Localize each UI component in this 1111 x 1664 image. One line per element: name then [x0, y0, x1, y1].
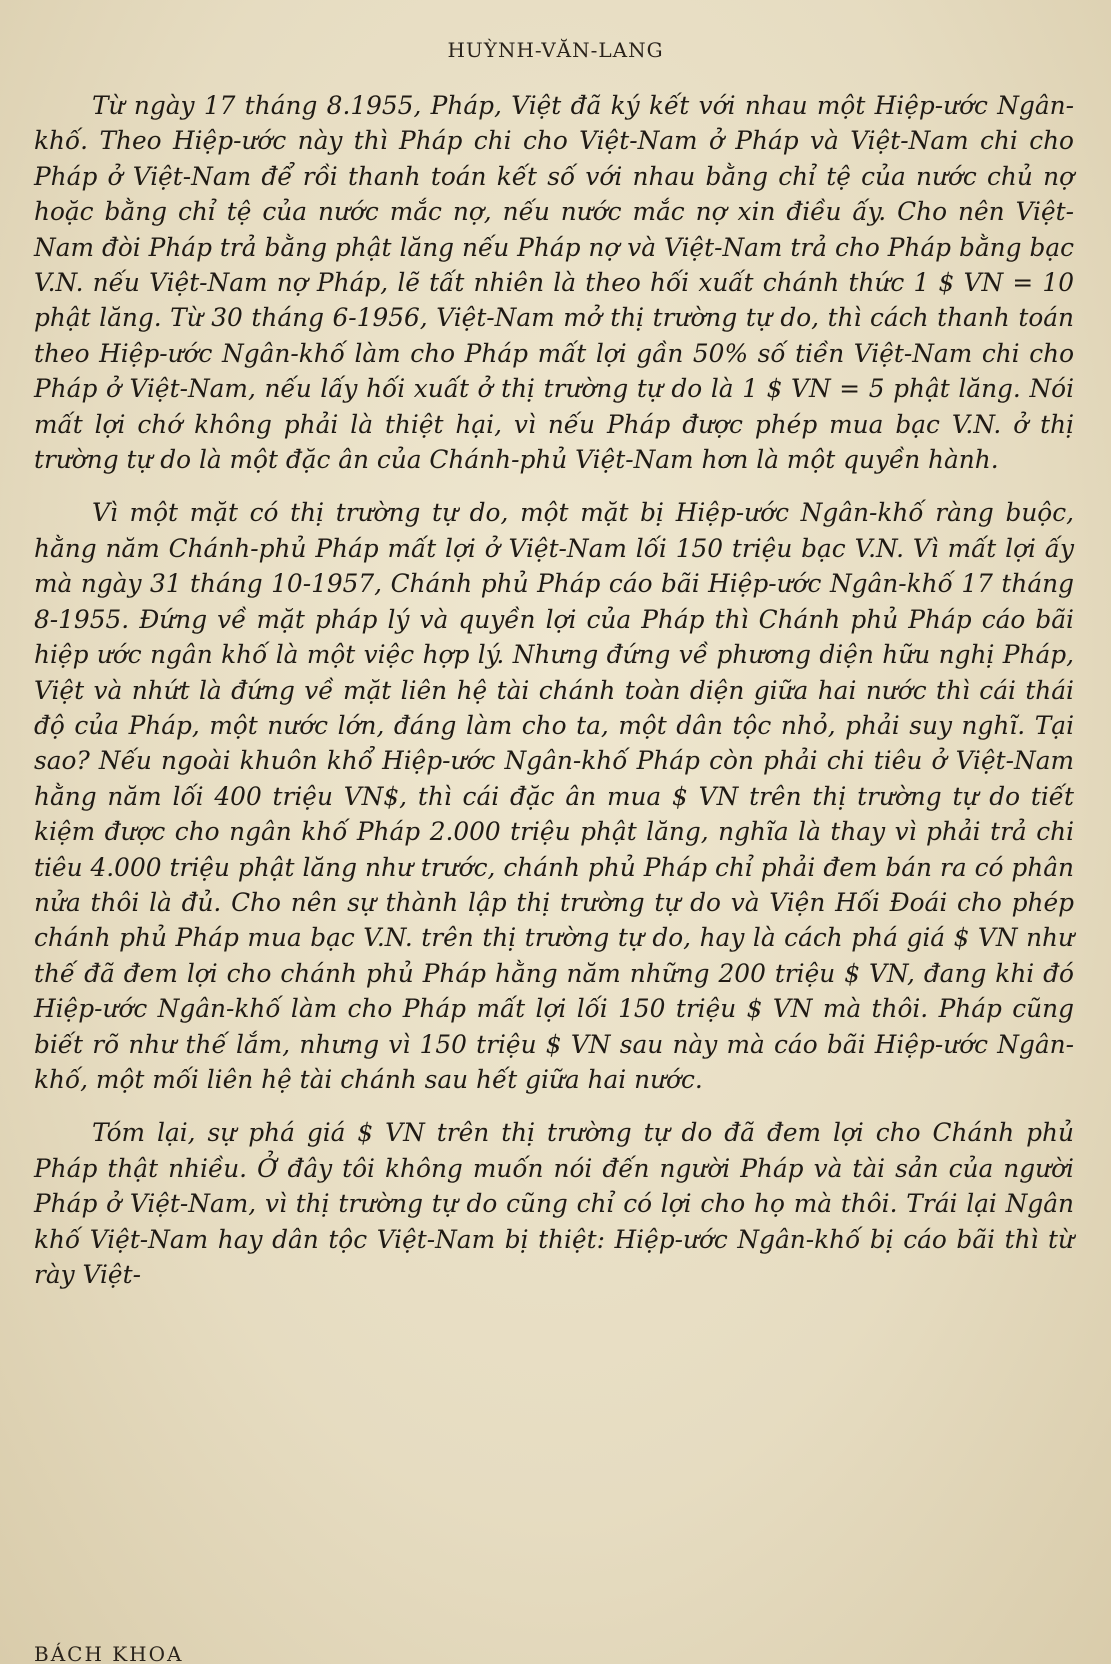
paragraph-2: Vì một mặt có thị trường tự do, một mặt bị Hiệp-ước Ngân-khố ràng buộc, hằng năm Chánh-phủ Pháp mất lợi ở Việt-Nam lối 150 triệu bạc V.N. Vì mất lợi ấy mà ngày 31 tháng 10-1957, Chánh phủ Pháp cáo bãi Hiệp-ước Ngân-khố 17 tháng 8-1955. Đứng về mặt pháp lý và quyền lợi của Pháp thì Chánh phủ Pháp cáo bãi hiệp ước ngân khố là một việc hợp lý. Nhưng đứng về phương diện hữu nghị Pháp, Việt và nhứt là đứng về mặt liên hệ tài chánh toàn diện giữa hai nước thì cái thái độ của Pháp, một nước lớn, đáng làm cho ta, một dân tộc nhỏ, phải suy nghĩ. Tại sao? Nếu ngoài khuôn khổ Hiệp-ước Ngân-khố Pháp còn phải chi tiêu ở Việt-Nam hằng năm lối 400 triệu VN$, thì cái đặc ân mua $ VN trên thị trường tự do tiết kiệm được cho ngân khố Pháp 2.000 triệu phật lăng, nghĩa là thay vì phải trả chi tiêu 4.000 triệu phật lăng như trước, chánh phủ Pháp chỉ phải đem bán ra có phân nửa thôi là đủ. Cho nên sự thành lập thị trường tự do và Viện Hối Đoái cho phép chánh phủ Pháp mua bạc V.N. trên thị trường tự do, hay là cách phá giá $ VN như thế đã đem lợi cho chánh phủ Pháp hằng năm những 200 triệu $ VN, đang khi đó Hiệp-ước Ngân-khố làm cho Pháp mất lợi lối 150 triệu $ VN mà thôi. Pháp cũng biết rõ như thế lắm, nhưng vì 150 triệu $ VN sau này mà cáo bãi Hiệp-ước Ngân-khố, một mối liên hệ tài chánh sau hết giữa hai nước. [34, 498, 1074, 1094]
paragraph-3: Tóm lại, sự phá giá $ VN trên thị trường tự do đã đem lợi cho Chánh phủ Pháp thật nhiều. Ở đây tôi không muốn nói đến người Pháp và tài sản của người Pháp ở Việt-Nam, vì thị trường tự do cũng chỉ có lợi cho họ mà thôi. Trái lại Ngân khố Việt-Nam hay dân tộc Việt-Nam bị thiệt: Hiệp-ước Ngân-khố bị cáo bãi thì từ rày Việt- [34, 1118, 1074, 1289]
running-foot: BÁCH KHOA [34, 1642, 184, 1664]
running-title: HUỲNH-VĂN-LANG [447, 38, 664, 62]
paragraph-1: Từ ngày 17 tháng 8.1955, Pháp, Việt đã ký kết với nhau một Hiệp-ước Ngân-khố. Theo Hiệp-ước này thì Pháp chi cho Việt-Nam ở Pháp và Việt-Nam chi cho Pháp ở Việt-Nam để rồi thanh toán kết số với nhau bằng chỉ tệ của nước chủ nợ hoặc bằng chỉ tệ của nước mắc nợ, nếu nước mắc nợ xin điều ấy. Cho nên Việt-Nam đòi Pháp trả bằng phật lăng nếu Pháp nợ và Việt-Nam trả cho Pháp bằng bạc V.N. nếu Việt-Nam nợ Pháp, lẽ tất nhiên là theo hối xuất chánh thức 1 $ VN = 10 phật lăng. Từ 30 tháng 6-1956, Việt-Nam mở thị trường tự do, thì cách thanh toán theo Hiệp-ước Ngân-khố làm cho Pháp mất lợi gần 50% số tiền Việt-Nam chi cho Pháp ở Việt-Nam, nếu lấy hối xuất ở thị trường tự do là 1 $ VN = 5 phật lăng. Nói mất lợi chớ không phải là thiệt hại, vì nếu Pháp được phép mua bạc V.N. ở thị trường tự do là một đặc ân của Chánh-phủ Việt-Nam hơn là một quyền hành. [34, 91, 1074, 475]
body-text [34, 88, 1074, 1292]
